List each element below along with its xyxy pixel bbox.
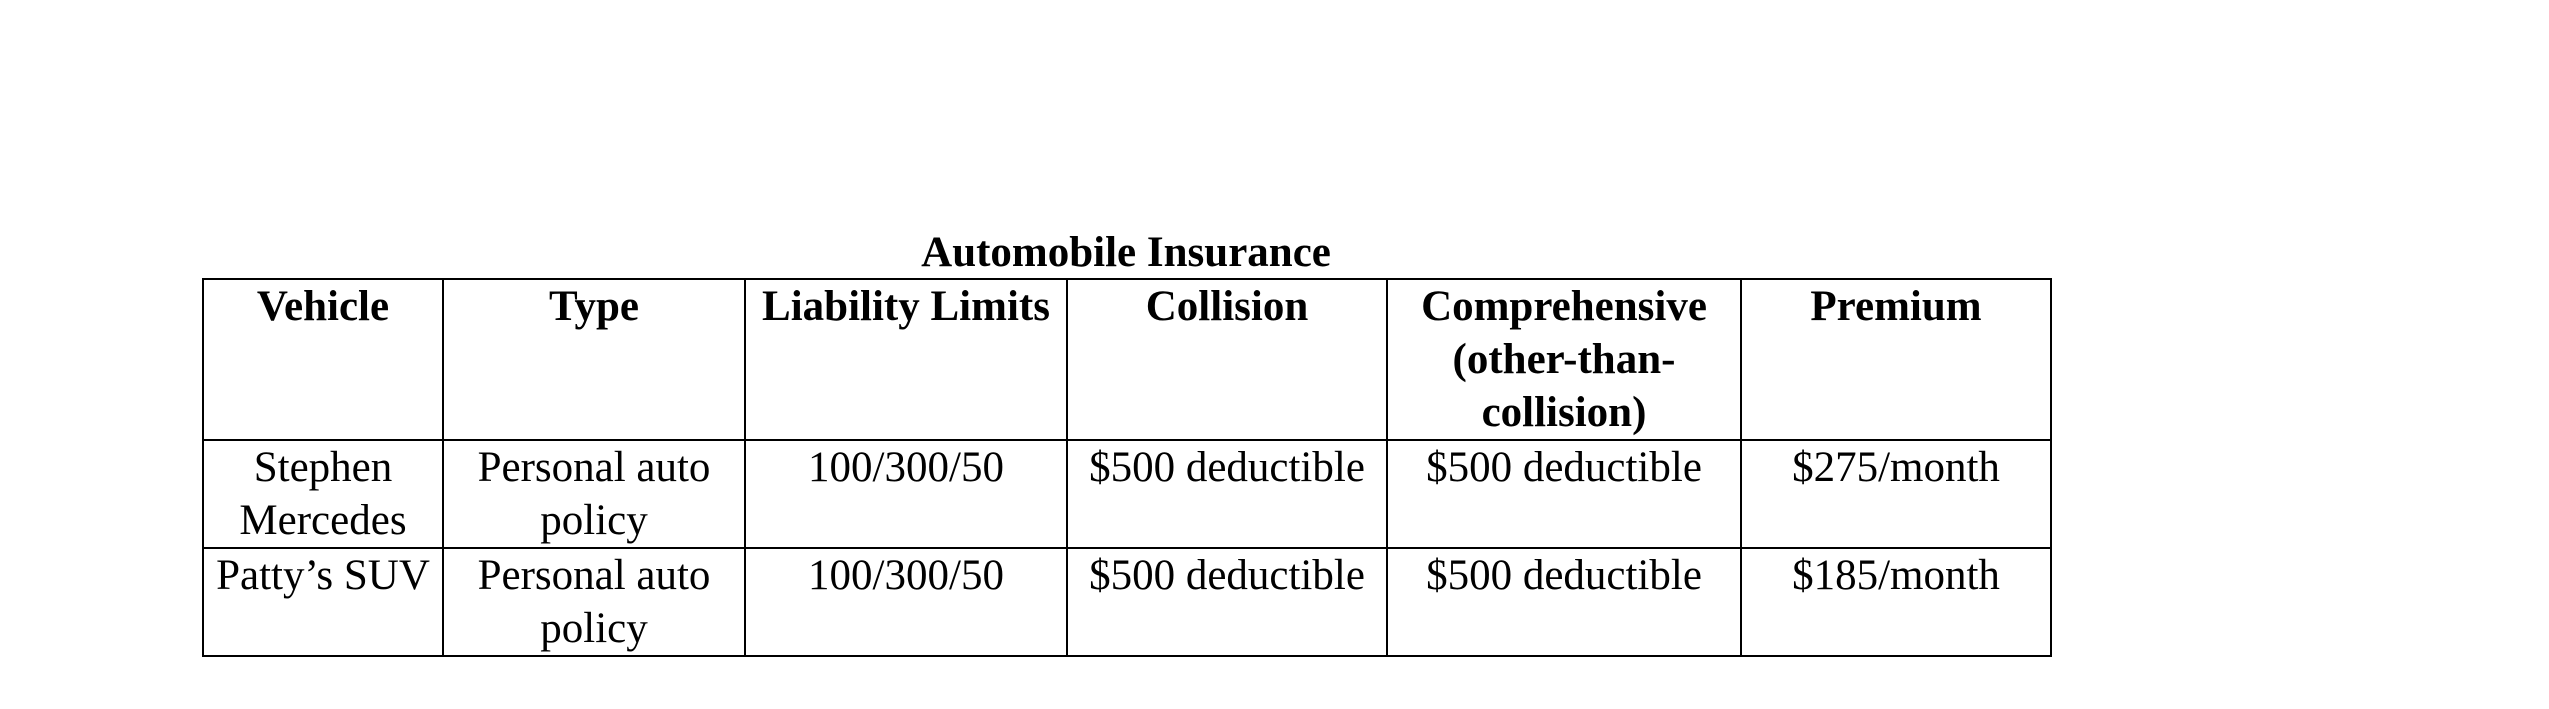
column-header-collision: Collision (1067, 279, 1387, 440)
cell-premium: $275/month (1741, 440, 2051, 548)
table-title: Automobile Insurance (921, 229, 1331, 276)
cell-collision: $500 deductible (1067, 440, 1387, 548)
cell-liability-limits: 100/300/50 (745, 548, 1067, 656)
cell-type: Personal auto policy (443, 548, 745, 656)
cell-vehicle: Patty’s SUV (203, 548, 443, 656)
cell-collision: $500 deductible (1067, 548, 1387, 656)
cell-comprehensive: $500 deductible (1387, 440, 1741, 548)
cell-premium: $185/month (1741, 548, 2051, 656)
column-header-type: Type (443, 279, 745, 440)
document-page (202, 228, 2050, 657)
cell-vehicle: Stephen Mercedes (203, 440, 443, 548)
column-header-comprehensive: Comprehensive (other-than-collision) (1387, 279, 1741, 440)
table-row (203, 440, 2051, 548)
insurance-table (202, 278, 2052, 657)
column-header-liability-limits: Liability Limits (745, 279, 1067, 440)
cell-liability-limits: 100/300/50 (745, 440, 1067, 548)
header-row (203, 279, 2051, 440)
column-header-vehicle: Vehicle (203, 279, 443, 440)
table-row (203, 548, 2051, 656)
cell-type: Personal auto policy (443, 440, 745, 548)
column-header-premium: Premium (1741, 279, 2051, 440)
cell-comprehensive: $500 deductible (1387, 548, 1741, 656)
